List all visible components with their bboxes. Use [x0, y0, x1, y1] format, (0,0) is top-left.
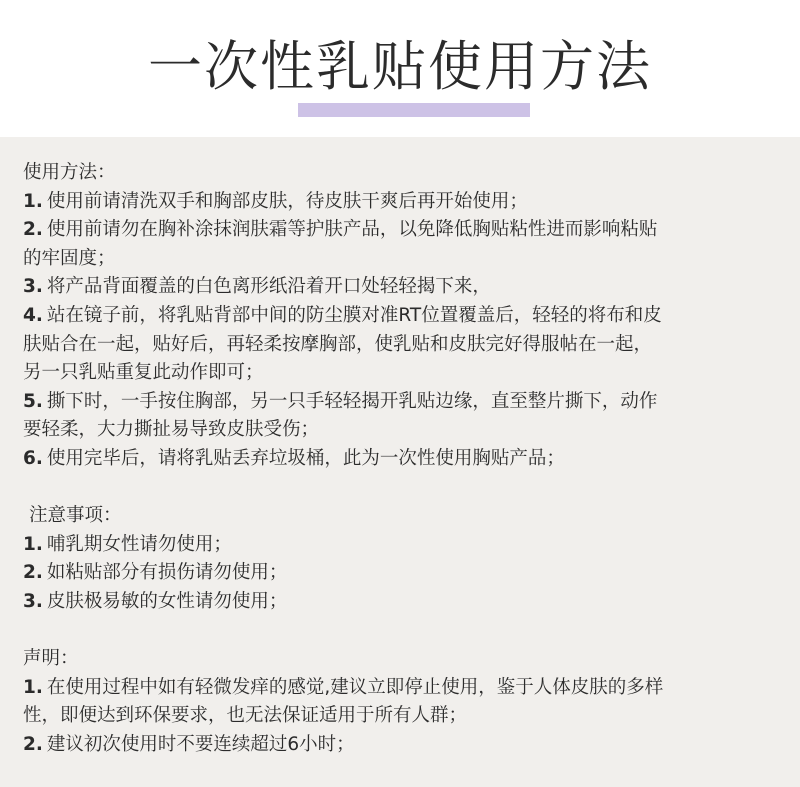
statement-item-1-cont: 性，即便达到环保要求，也无法保证适用于所有人群； — [23, 705, 468, 727]
usage-item-1: 1. 使用前请清洗双手和胸部皮肤，待皮肤干爽后再开始使用； — [23, 190, 528, 212]
usage-item-5: 5. 撕下时，一手按住胸部，另一只手轻轻揭开乳贴边缘，直至整片撕下，动作 — [23, 390, 658, 412]
notes-item-1: 1. 哺乳期女性请勿使用； — [23, 533, 232, 555]
instructions-panel — [0, 137, 800, 787]
section-spacer — [23, 474, 783, 503]
statement-item-2: 2. 建议初次使用时不要连续超过6小时； — [23, 733, 355, 755]
usage-item-2-cont: 的牢固度； — [23, 247, 116, 269]
notes-heading: 注意事项： — [29, 505, 122, 527]
notes-item-2: 2. 如粘贴部分有损伤请勿使用； — [23, 562, 288, 584]
usage-item-2: 2. 使用前请勿在胸补涂抹润肤霜等护肤产品，以免降低胸贴粘性进而影响粘贴 — [23, 219, 658, 241]
usage-item-6: 6. 使用完毕后，请将乳贴丢弃垃圾桶，此为一次性使用胸贴产品； — [23, 447, 565, 469]
notes-item-3: 3. 皮肤极易敏的女性请勿使用； — [23, 590, 288, 612]
header — [0, 0, 800, 137]
page-title: 一次性乳贴使用方法 — [148, 35, 652, 98]
usage-heading: 使用方法： — [23, 162, 116, 183]
usage-item-4-cont-1: 肤贴合在一起，贴好后，再轻柔按摩胸部，使乳贴和皮肤完好得服帖在一起， — [23, 333, 653, 355]
usage-item-3: 3. 将产品背面覆盖的白色离形纸沿着开口处轻轻揭下来， — [23, 276, 491, 298]
usage-item-4: 4. 站在镜子前，将乳贴背部中间的防尘膜对准RT位置覆盖后，轻轻的将布和皮 — [23, 304, 662, 326]
instructions-content — [23, 159, 783, 759]
statement-item-1: 1. 在使用过程中如有轻微发痒的感觉,建议立即停止使用，鉴于人体皮肤的多样 — [23, 676, 664, 698]
section-spacer — [23, 617, 783, 646]
usage-item-4-cont-2: 另一只乳贴重复此动作即可； — [23, 362, 264, 384]
title-highlight-bar — [298, 103, 530, 117]
usage-item-5-cont: 要轻柔，大力撕扯易导致皮肤受伤； — [23, 419, 320, 441]
statement-heading: 声明： — [23, 648, 79, 670]
